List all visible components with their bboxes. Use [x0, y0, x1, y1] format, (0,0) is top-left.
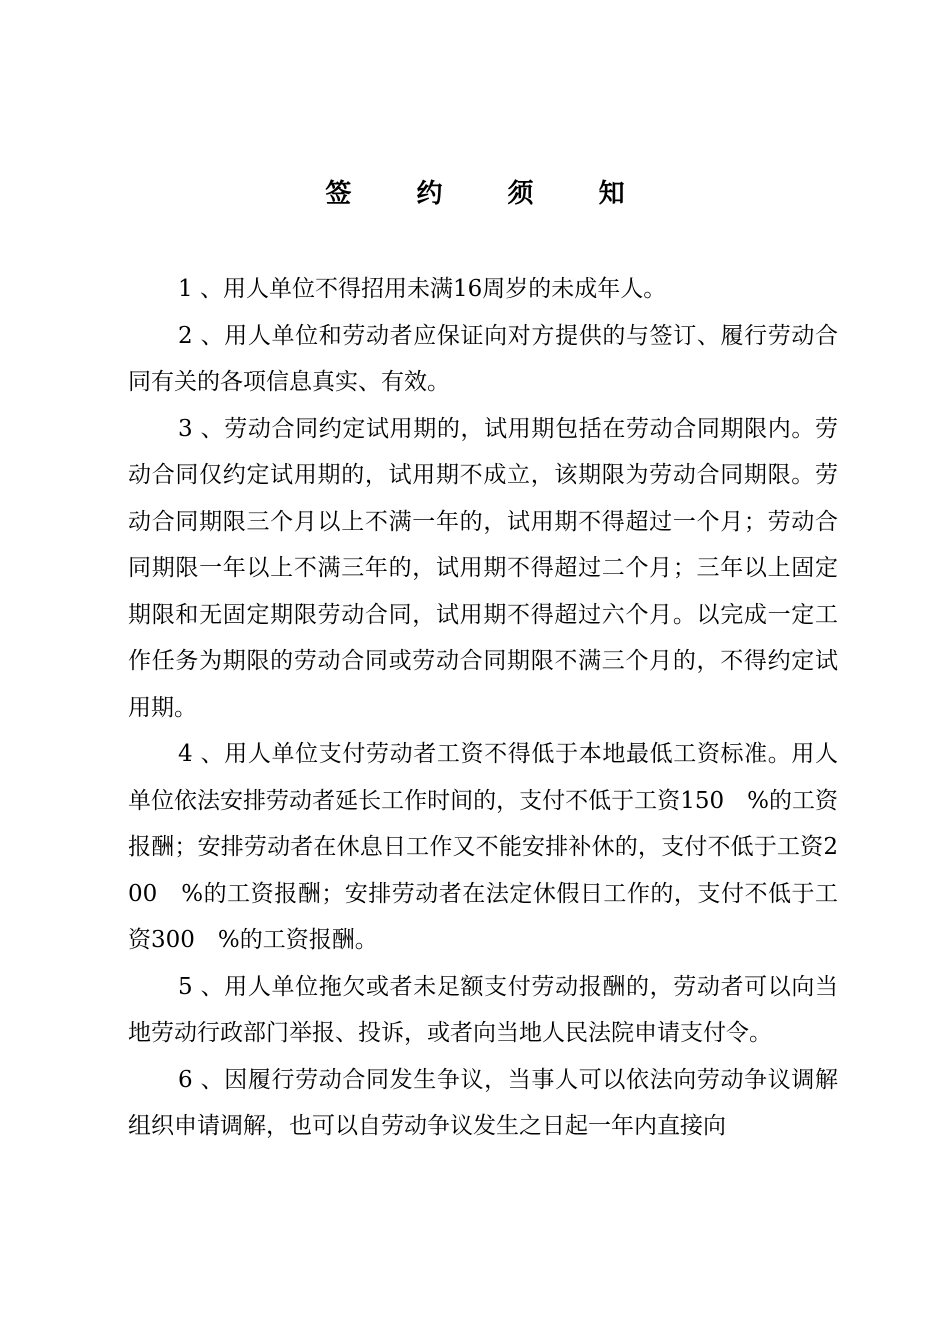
paragraph-number: 4 [178, 741, 193, 767]
paragraph-text: 、用人单位拖欠或者未足额支付劳动报酬的，劳动者可以向当地劳动行政部门举报、投诉，或者向当地人民法院申请支付令。 [128, 973, 839, 1046]
paragraph-5 [128, 964, 838, 1057]
paragraph-text: 、用人单位和劳动者应保证向对方提供的与签订、履行劳动合同有关的各项信息真实、有效。 [128, 322, 839, 395]
paragraph-text: 、劳动合同约定试用期的，试用期包括在劳动合同期限内。劳动合同仅约定试用期的，试用期不成立，该期限为劳动合同期限。劳动合同期限三个月以上不满一年的，试用期不得超过一个月；劳动合同期限一年以上不满三年的，试用期不得超过二个月；三年以上固定期限和无固定期限劳动合同，试用期不得超过六个月。以完成一定工作任务为期限的劳动合同或劳动合同期限不满三个月的，不得约定试用期。 [128, 415, 839, 721]
paragraph-number: 5 [178, 973, 193, 1000]
paragraph-text: 、用人单位不得招用未满16周岁的未成年人。 [199, 276, 667, 302]
document-body [128, 266, 838, 1150]
paragraph-text: 、用人单位支付劳动者工资不得低于本地最低工资标准。用人单位依法安排劳动者延长工作时间的，支付不低于工资150 %的工资报酬；安排劳动者在休息日工作又不能安排补休的，支付不低于工资200 %的工资报酬；安排劳动者在法定休假日工作的，支付不低于工资300 %的工资报酬。 [128, 741, 839, 953]
paragraph-text: 、因履行劳动合同发生争议，当事人可以依法向劳动争议调解组织申请调解，也可以自劳动争议发生之日起一年内直接向 [128, 1066, 839, 1139]
paragraph-4 [128, 731, 838, 964]
paragraph-3 [128, 406, 838, 732]
paragraph-2 [128, 313, 838, 406]
paragraph-6 [128, 1057, 838, 1150]
page-title: 签 约 须 知 [325, 179, 653, 209]
paragraph-number: 1 [178, 276, 193, 302]
paragraph-1 [128, 266, 838, 313]
paragraph-number: 3 [178, 415, 193, 442]
paragraph-number: 6 [178, 1066, 193, 1093]
paragraph-number: 2 [178, 322, 193, 349]
